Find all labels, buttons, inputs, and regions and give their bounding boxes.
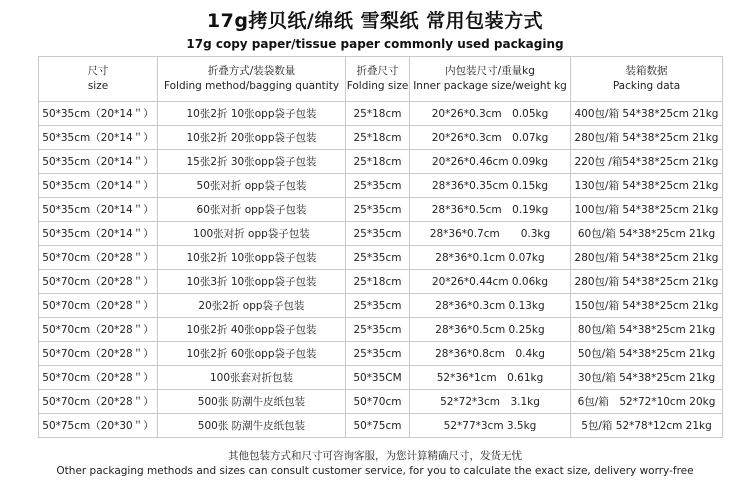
title-english: 17g copy paper/tissue paper commonly used packaging [186, 37, 564, 51]
cell-folding-size: 25*35cm [346, 246, 410, 270]
cell-inner-package: 28*36*0.5cm 0.25kg [410, 318, 571, 342]
table-row [39, 174, 723, 198]
cell-inner-package: 28*36*0.1cm 0.07kg [410, 246, 571, 270]
cell-folding-size: 50*35CM [346, 366, 410, 390]
cell-folding-size: 25*18cm [346, 126, 410, 150]
cell-folding-method: 10张3折 10张opp袋子包装 [158, 270, 346, 294]
cell-folding-size: 25*35cm [346, 174, 410, 198]
cell-folding-method: 20张2折 opp袋子包装 [158, 294, 346, 318]
title-chinese: 17g拷贝纸/绵纸 雪梨纸 常用包装方式 [206, 10, 544, 32]
cell-size: 50*35cm（20*14＂） [39, 102, 158, 126]
cell-folding-size: 25*35cm [346, 222, 410, 246]
cell-size: 50*70cm（20*28＂） [39, 366, 158, 390]
cell-inner-package: 28*36*0.7cm 0.3kg [410, 222, 571, 246]
header-packing-data: 装箱数据 Packing data [571, 57, 723, 102]
cell-size: 50*70cm（20*28＂） [39, 270, 158, 294]
table-row [39, 294, 723, 318]
cell-folding-method: 10张2折 10张opp袋子包装 [158, 102, 346, 126]
cell-packing-data: 280包/箱 54*38*25cm 21kg [571, 270, 723, 294]
cell-folding-method: 60张对折 opp袋子包装 [158, 198, 346, 222]
table-row [39, 390, 723, 414]
cell-size: 50*75cm（20*30＂） [39, 414, 158, 438]
cell-packing-data: 6包/箱 52*72*10cm 20kg [571, 390, 723, 414]
cell-packing-data: 280包/箱 54*38*25cm 21kg [571, 126, 723, 150]
cell-folding-size: 25*35cm [346, 198, 410, 222]
cell-inner-package: 52*77*3cm 3.5kg [410, 414, 571, 438]
cell-folding-method: 50张对折 opp袋子包装 [158, 174, 346, 198]
footer-note-english: Other packaging methods and sizes can consult customer service, for you to calculate the exact size, delivery worry-free [56, 465, 694, 477]
cell-inner-package: 20*26*0.3cm 0.07kg [410, 126, 571, 150]
table-row [39, 414, 723, 438]
cell-folding-method: 10张2折 20张opp袋子包装 [158, 126, 346, 150]
cell-inner-package: 52*36*1cm 0.61kg [410, 366, 571, 390]
cell-packing-data: 30包/箱 54*38*25cm 21kg [571, 366, 723, 390]
table-row [39, 270, 723, 294]
cell-folding-method: 100张套对折包装 [158, 366, 346, 390]
header-folding-method: 折叠方式/装袋数量 Folding method/bagging quantity [158, 57, 346, 102]
cell-packing-data: 80包/箱 54*38*25cm 21kg [571, 318, 723, 342]
cell-inner-package: 28*36*0.5cm 0.19kg [410, 198, 571, 222]
cell-folding-size: 25*18cm [346, 102, 410, 126]
cell-inner-package: 52*72*3cm 3.1kg [410, 390, 571, 414]
table-row [39, 366, 723, 390]
packaging-table [38, 56, 723, 438]
cell-size: 50*70cm（20*28＂） [39, 246, 158, 270]
cell-folding-size: 25*35cm [346, 318, 410, 342]
footer-note-chinese: 其他包装方式和尺寸可咨询客服，为您计算精确尺寸，发货无忧 [228, 450, 522, 462]
table-row [39, 198, 723, 222]
cell-packing-data: 130包/箱 54*38*25cm 21kg [571, 174, 723, 198]
cell-size: 50*35cm（20*14＂） [39, 126, 158, 150]
cell-size: 50*70cm（20*28＂） [39, 294, 158, 318]
cell-folding-method: 10张2折 40张opp袋子包装 [158, 318, 346, 342]
table-row [39, 126, 723, 150]
cell-packing-data: 5包/箱 52*78*12cm 21kg [571, 414, 723, 438]
cell-folding-size: 25*35cm [346, 294, 410, 318]
cell-folding-method: 100张对折 opp袋子包装 [158, 222, 346, 246]
header-size: 尺寸 size [39, 57, 158, 102]
cell-folding-method: 10张2折 10张opp袋子包装 [158, 246, 346, 270]
cell-inner-package: 28*36*0.8cm 0.4kg [410, 342, 571, 366]
cell-folding-method: 15张2折 30张opp袋子包装 [158, 150, 346, 174]
cell-folding-size: 25*35cm [346, 342, 410, 366]
table-row [39, 150, 723, 174]
cell-folding-method: 500张 防潮牛皮纸包装 [158, 414, 346, 438]
cell-folding-size: 50*75cm [346, 414, 410, 438]
cell-folding-size: 50*70cm [346, 390, 410, 414]
cell-packing-data: 50包/箱 54*38*25cm 21kg [571, 342, 723, 366]
cell-size: 50*35cm（20*14＂） [39, 198, 158, 222]
header-folding-size: 折叠尺寸 Folding size [346, 57, 410, 102]
cell-inner-package: 20*26*0.44cm 0.06kg [410, 270, 571, 294]
cell-folding-size: 25*18cm [346, 150, 410, 174]
header-inner-package: 内包装尺寸/重量kg Inner package size/weight kg [410, 57, 571, 102]
cell-packing-data: 150包/箱 54*38*25cm 21kg [571, 294, 723, 318]
cell-size: 50*70cm（20*28＂） [39, 342, 158, 366]
cell-packing-data: 280包/箱 54*38*25cm 21kg [571, 246, 723, 270]
cell-packing-data: 60包/箱 54*38*25cm 21kg [571, 222, 723, 246]
cell-size: 50*70cm（20*28＂） [39, 318, 158, 342]
cell-size: 50*70cm（20*28＂） [39, 390, 158, 414]
cell-size: 50*35cm（20*14＂） [39, 174, 158, 198]
cell-inner-package: 20*26*0.3cm 0.05kg [410, 102, 571, 126]
cell-packing-data: 400包/箱 54*38*25cm 21kg [571, 102, 723, 126]
cell-packing-data: 100包/箱 54*38*25cm 21kg [571, 198, 723, 222]
cell-folding-size: 25*18cm [346, 270, 410, 294]
table-row [39, 246, 723, 270]
cell-size: 50*35cm（20*14＂） [39, 150, 158, 174]
cell-folding-method: 500张 防潮牛皮纸包装 [158, 390, 346, 414]
cell-inner-package: 20*26*0.46cm 0.09kg [410, 150, 571, 174]
cell-inner-package: 28*36*0.3cm 0.13kg [410, 294, 571, 318]
table-row [39, 342, 723, 366]
table-row [39, 318, 723, 342]
cell-folding-method: 10张2折 60张opp袋子包装 [158, 342, 346, 366]
cell-packing-data: 220包 /箱54*38*25cm 21kg [571, 150, 723, 174]
table-row [39, 222, 723, 246]
table-row [39, 102, 723, 126]
table-header-row [39, 57, 723, 102]
cell-size: 50*35cm（20*14＂） [39, 222, 158, 246]
cell-inner-package: 28*36*0.35cm 0.15kg [410, 174, 571, 198]
